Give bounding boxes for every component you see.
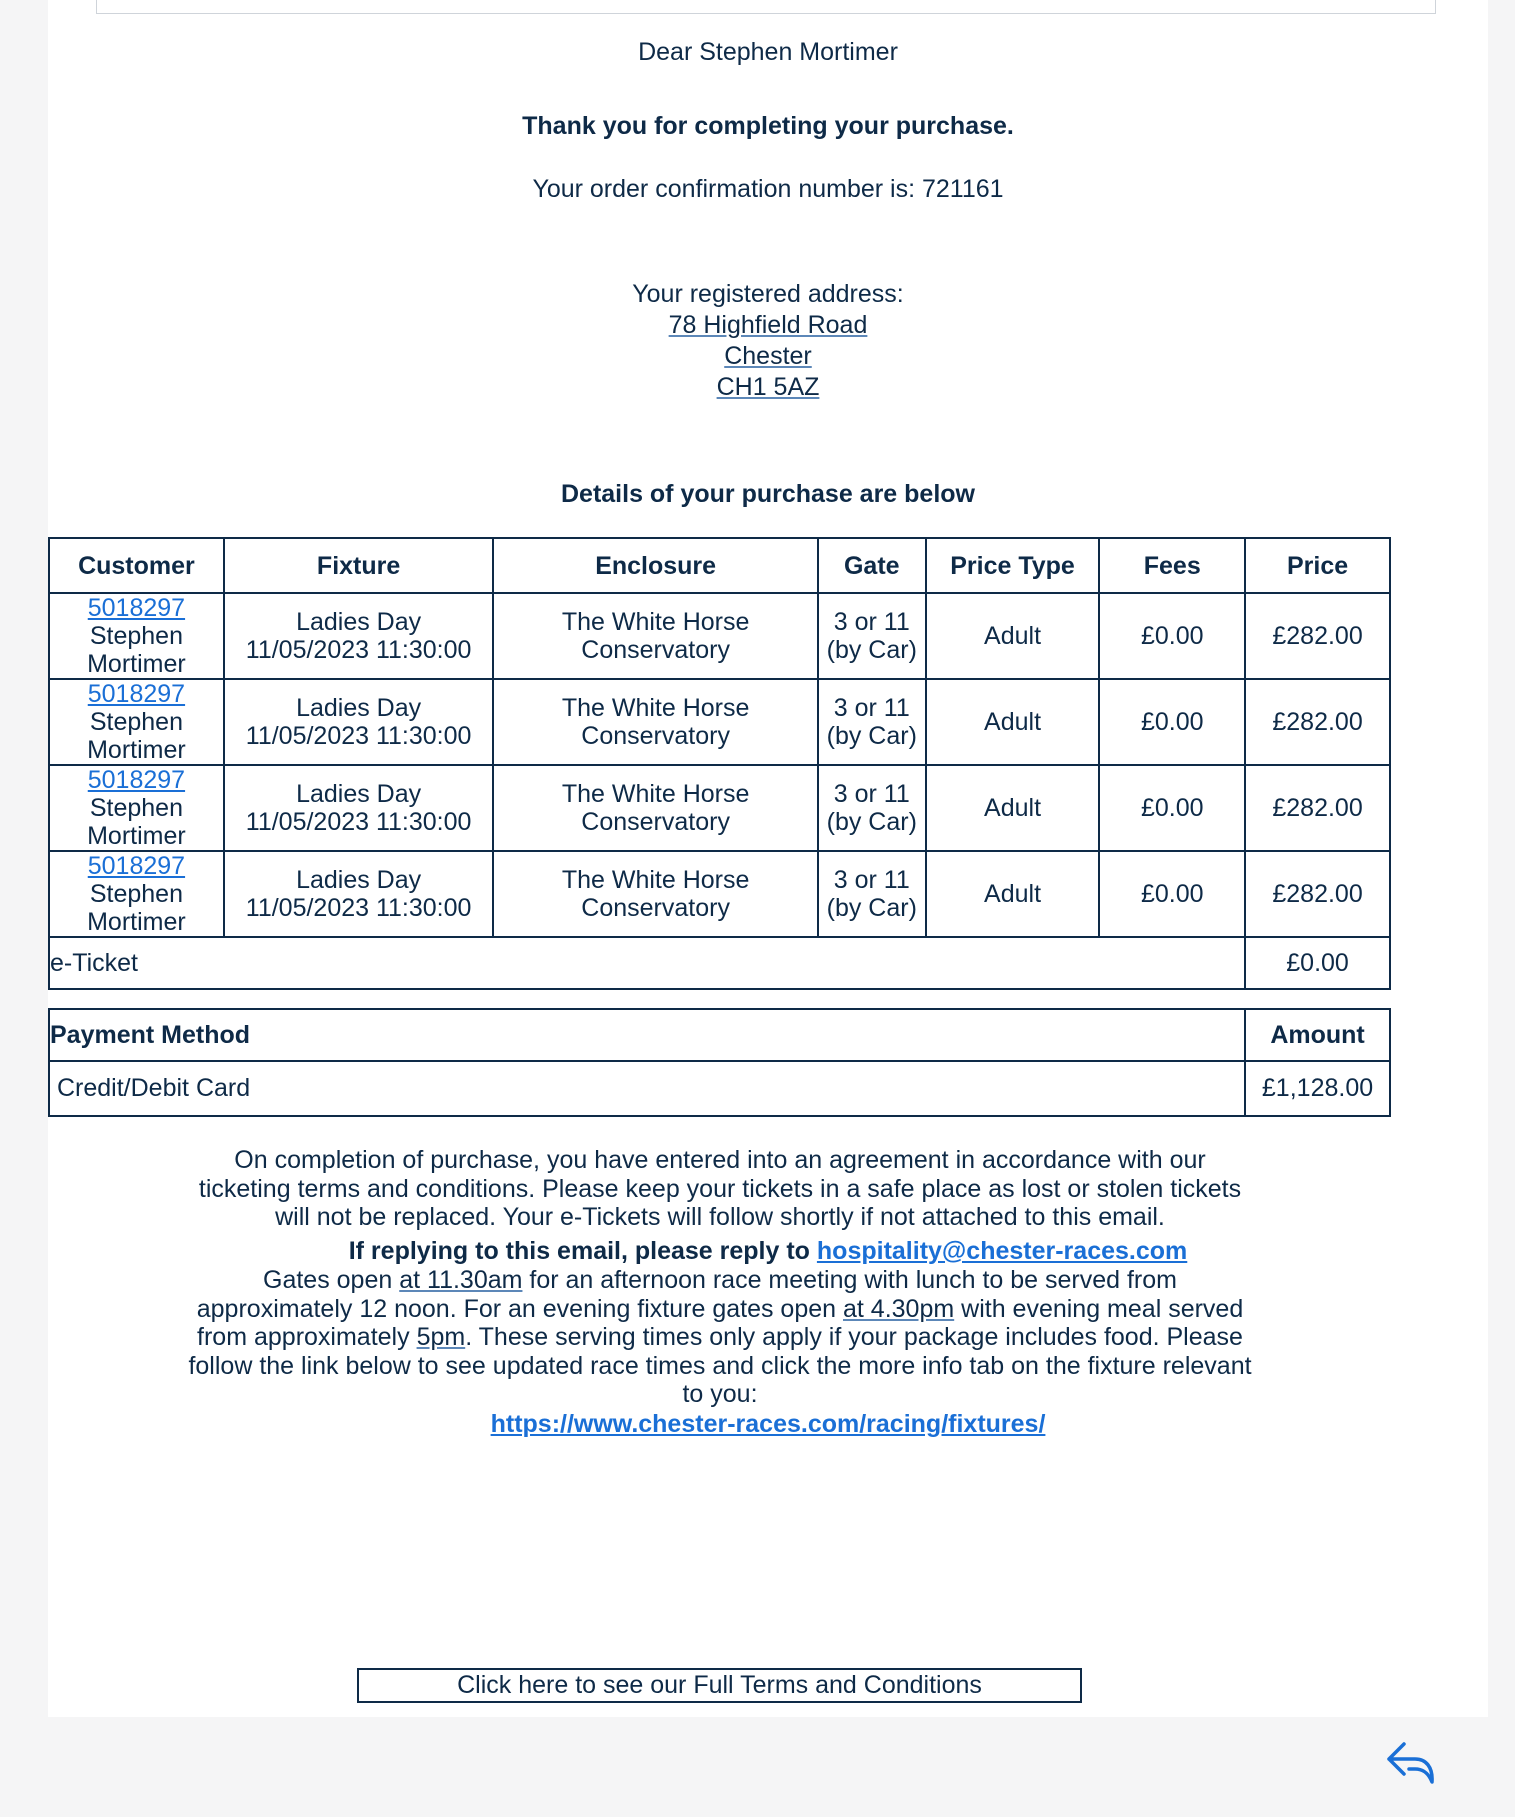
header-enclosure: Enclosure	[493, 538, 817, 593]
address-line-3[interactable]: CH1 5AZ	[716, 373, 820, 401]
gate-line-1: 3 or 11	[833, 694, 910, 722]
enclosure-line-1: The White Horse	[561, 780, 750, 808]
gates-paragraph	[185, 1266, 1255, 1409]
payment-method-header: Payment Method	[49, 1009, 1245, 1061]
terms-paragraph: On completion of purchase, you have entered into an agreement in accordance with our ticketing terms and conditions. Please keep your tickets in a safe place as lost or stolen tickets will not be replaced. Your e-Tickets will follow shortly if not attached to this email.	[198, 1146, 1242, 1231]
customer-first-name: Stephen	[89, 880, 183, 908]
table-header-row	[49, 538, 1390, 593]
enclosure-line-1: The White Horse	[561, 866, 750, 894]
price-type-cell: Adult	[926, 851, 1100, 937]
address-line-1[interactable]: 78 Highfield Road	[668, 311, 868, 339]
thank-you-heading: Thank you for completing your purchase.	[522, 112, 1014, 140]
table-row	[49, 679, 1390, 765]
price-cell: £282.00	[1245, 765, 1390, 851]
eticket-row	[49, 937, 1390, 989]
customer-cell	[49, 765, 224, 851]
fees-cell: £0.00	[1099, 765, 1245, 851]
details-heading: Details of your purchase are below	[560, 480, 975, 508]
enclosure-line-2: Conservatory	[581, 894, 730, 922]
gate-line-1: 3 or 11	[833, 866, 910, 894]
customer-id-link[interactable]: 5018297	[87, 852, 186, 880]
fixture-name: Ladies Day	[296, 866, 422, 894]
fees-cell: £0.00	[1099, 593, 1245, 679]
fixtures-line	[48, 1410, 1488, 1439]
fixture-cell	[224, 593, 494, 679]
fees-cell: £0.00	[1099, 679, 1245, 765]
enclosure-line-2: Conservatory	[581, 722, 730, 750]
fixture-name: Ladies Day	[296, 608, 422, 636]
customer-cell	[49, 679, 224, 765]
fixture-name: Ladies Day	[296, 780, 422, 808]
header-gate: Gate	[818, 538, 926, 593]
confirmation-number: Your order confirmation number is: 721161	[532, 175, 1004, 203]
header-customer: Customer	[49, 538, 224, 593]
enclosure-cell	[493, 593, 817, 679]
fixture-cell	[224, 851, 494, 937]
terms-button[interactable]: Click here to see our Full Terms and Conditions	[357, 1668, 1082, 1703]
gate-line-2: (by Car)	[826, 894, 917, 922]
enclosure-line-1: The White Horse	[561, 608, 750, 636]
amount-header: Amount	[1245, 1009, 1390, 1061]
customer-last-name: Mortimer	[87, 822, 186, 850]
fixture-cell	[224, 679, 494, 765]
fixtures-link[interactable]: https://www.chester-races.com/racing/fixtures/	[490, 1410, 1046, 1438]
header-fees: Fees	[1099, 538, 1245, 593]
price-cell: £282.00	[1245, 679, 1390, 765]
eticket-label: e-Ticket	[49, 937, 1245, 989]
gate-cell	[818, 765, 926, 851]
table-row	[49, 765, 1390, 851]
gate-cell	[818, 593, 926, 679]
fees-cell: £0.00	[1099, 851, 1245, 937]
gate-line-2: (by Car)	[826, 636, 917, 664]
payment-table	[48, 1008, 1391, 1117]
price-type-cell: Adult	[926, 765, 1100, 851]
reply-icon[interactable]	[1385, 1738, 1437, 1788]
reply-email-link[interactable]: hospitality@chester-races.com	[816, 1237, 1188, 1265]
payment-row	[49, 1061, 1390, 1116]
time-link-3[interactable]: 5pm	[416, 1323, 466, 1351]
gate-line-2: (by Car)	[826, 722, 917, 750]
payment-method: Credit/Debit Card	[49, 1061, 1245, 1116]
customer-cell	[49, 593, 224, 679]
customer-first-name: Stephen	[89, 794, 183, 822]
header-box	[96, 0, 1436, 14]
eticket-price: £0.00	[1245, 937, 1390, 989]
table-row	[49, 851, 1390, 937]
gate-line-2: (by Car)	[826, 808, 917, 836]
table-row	[49, 593, 1390, 679]
header-price-type: Price Type	[926, 538, 1100, 593]
time-link-2[interactable]: at 4.30pm	[843, 1294, 955, 1323]
customer-last-name: Mortimer	[87, 908, 186, 936]
gates-text-2: for an afternoon race meeting with lunch to be served from approximately 12 noon. For an evening fixture gates open	[196, 1266, 1177, 1323]
customer-first-name: Stephen	[89, 708, 183, 736]
gate-cell	[818, 851, 926, 937]
registered-address	[48, 279, 1488, 403]
customer-last-name: Mortimer	[87, 650, 186, 678]
customer-cell	[49, 851, 224, 937]
payment-amount: £1,128.00	[1245, 1061, 1390, 1116]
time-link-1[interactable]: at 11.30am	[399, 1266, 523, 1294]
price-cell: £282.00	[1245, 851, 1390, 937]
enclosure-cell	[493, 851, 817, 937]
customer-id-link[interactable]: 5018297	[87, 766, 186, 794]
header-price: Price	[1245, 538, 1390, 593]
enclosure-cell	[493, 765, 817, 851]
price-type-cell: Adult	[926, 593, 1100, 679]
fixture-datetime: 11/05/2023 11:30:00	[245, 722, 472, 750]
enclosure-line-2: Conservatory	[581, 808, 730, 836]
header-fixture: Fixture	[224, 538, 494, 593]
fixture-cell	[224, 765, 494, 851]
fixture-name: Ladies Day	[296, 694, 422, 722]
customer-last-name: Mortimer	[87, 736, 186, 764]
customer-id-link[interactable]: 5018297	[87, 680, 186, 708]
reply-prefix: If replying to this email, please reply to	[348, 1237, 810, 1265]
enclosure-cell	[493, 679, 817, 765]
price-type-cell: Adult	[926, 679, 1100, 765]
price-cell: £282.00	[1245, 593, 1390, 679]
gate-cell	[818, 679, 926, 765]
address-label: Your registered address:	[632, 280, 904, 308]
fixture-datetime: 11/05/2023 11:30:00	[245, 808, 472, 836]
payment-header-row	[49, 1009, 1390, 1061]
gates-text-1: Gates open	[263, 1266, 400, 1294]
gates-text-4: . These serving times only apply if your package includes food. Please follow the link below to see updated race times and click the more info tab on the fixture relevant to you:	[188, 1323, 1252, 1408]
greeting: Dear Stephen Mortimer	[638, 38, 898, 66]
gate-line-1: 3 or 11	[833, 608, 910, 636]
purchase-table	[48, 537, 1391, 990]
customer-id-link[interactable]: 5018297	[87, 594, 186, 622]
enclosure-line-2: Conservatory	[581, 636, 730, 664]
address-line-2[interactable]: Chester	[724, 342, 812, 370]
gate-line-1: 3 or 11	[833, 780, 910, 808]
fixture-datetime: 11/05/2023 11:30:00	[245, 636, 472, 664]
gates-text-3: with evening meal served from approximately	[197, 1294, 1244, 1351]
reply-line	[48, 1237, 1488, 1266]
customer-first-name: Stephen	[89, 622, 183, 650]
enclosure-line-1: The White Horse	[561, 694, 750, 722]
fixture-datetime: 11/05/2023 11:30:00	[245, 894, 472, 922]
